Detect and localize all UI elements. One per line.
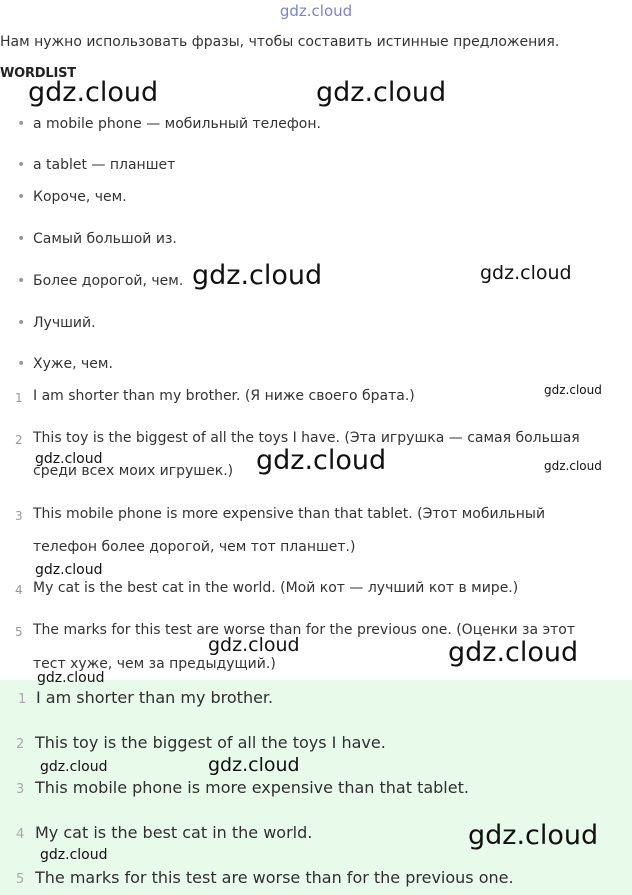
- sentence-1: I am shorter than my brother. (Я ниже своего брата.): [33, 388, 415, 404]
- wordlist-item: • Короче, чем.: [33, 189, 127, 205]
- watermark: gdz.cloud: [208, 754, 300, 776]
- sentence-3-line-2: телефон более дорогой, чем тот планшет.): [33, 539, 356, 555]
- sentence-4: My cat is the best cat in the world. (Мой кот — лучший кот в мире.): [33, 580, 519, 596]
- item-number: 3: [15, 509, 23, 523]
- watermark: gdz.cloud: [316, 77, 447, 108]
- watermark: gdz.cloud: [544, 383, 602, 397]
- sentence-5-line-2: тест хуже, чем за предыдущий.): [33, 656, 276, 672]
- watermark: gdz.cloud: [37, 670, 105, 686]
- sentence-2-line-2: среди всех моих игрушек.): [33, 463, 234, 479]
- answer-number: 3: [16, 782, 25, 797]
- watermark: gdz.cloud: [192, 260, 323, 291]
- wordlist-item: • Лучший.: [33, 315, 96, 331]
- watermark: gdz.cloud: [468, 820, 599, 851]
- intro-text: Нам нужно использовать фразы, чтобы составить истинные предложения.: [0, 34, 560, 50]
- answer-1: I am shorter than my brother.: [36, 688, 274, 707]
- watermark: gdz.cloud: [35, 451, 103, 467]
- wordlist-item: • Самый большой из.: [33, 231, 177, 247]
- watermark: gdz.cloud: [40, 759, 108, 775]
- answer-4: My cat is the best cat in the world.: [35, 823, 313, 842]
- answer-3: This mobile phone is more expensive than that tablet.: [35, 778, 469, 797]
- sentence-2-line-1: This toy is the biggest of all the toys I have. (Эта игрушка — самая большая: [33, 430, 580, 446]
- sentence-5-line-1: The marks for this test are worse than for the previous one. (Оценки за этот: [33, 622, 576, 638]
- item-number: 4: [15, 583, 23, 597]
- item-number: 2: [15, 433, 23, 447]
- watermark: gdz.cloud: [480, 262, 572, 284]
- wordlist-item: • Более дорогой, чем.: [33, 273, 183, 289]
- watermark: gdz.cloud: [28, 77, 159, 108]
- watermark: gdz.cloud: [40, 847, 108, 863]
- watermark: gdz.cloud: [35, 562, 103, 578]
- watermark: gdz.cloud: [256, 445, 387, 476]
- item-number: 1: [15, 391, 23, 405]
- wordlist-item: • a mobile phone — мобильный телефон.: [33, 116, 321, 132]
- item-number: 5: [15, 625, 23, 639]
- wordlist-heading: WORDLIST: [0, 66, 76, 81]
- answer-number: 1: [18, 692, 27, 707]
- answer-5: The marks for this test are worse than for the previous one.: [35, 868, 514, 887]
- sentence-3-line-1: This mobile phone is more expensive than that tablet. (Этот мобильный: [33, 506, 546, 522]
- watermark: gdz.cloud: [544, 459, 602, 473]
- watermark: gdz.cloud: [448, 637, 579, 668]
- wordlist-item: • a tablet — планшет: [33, 157, 175, 173]
- answer-number: 4: [16, 827, 25, 842]
- watermark: gdz.cloud: [208, 634, 300, 656]
- answer-number: 5: [16, 872, 25, 887]
- answer-number: 2: [16, 737, 25, 752]
- answer-2: This toy is the biggest of all the toys I have.: [35, 733, 386, 752]
- wordlist-item: • Хуже, чем.: [33, 356, 113, 372]
- watermark: gdz.cloud: [279, 2, 353, 20]
